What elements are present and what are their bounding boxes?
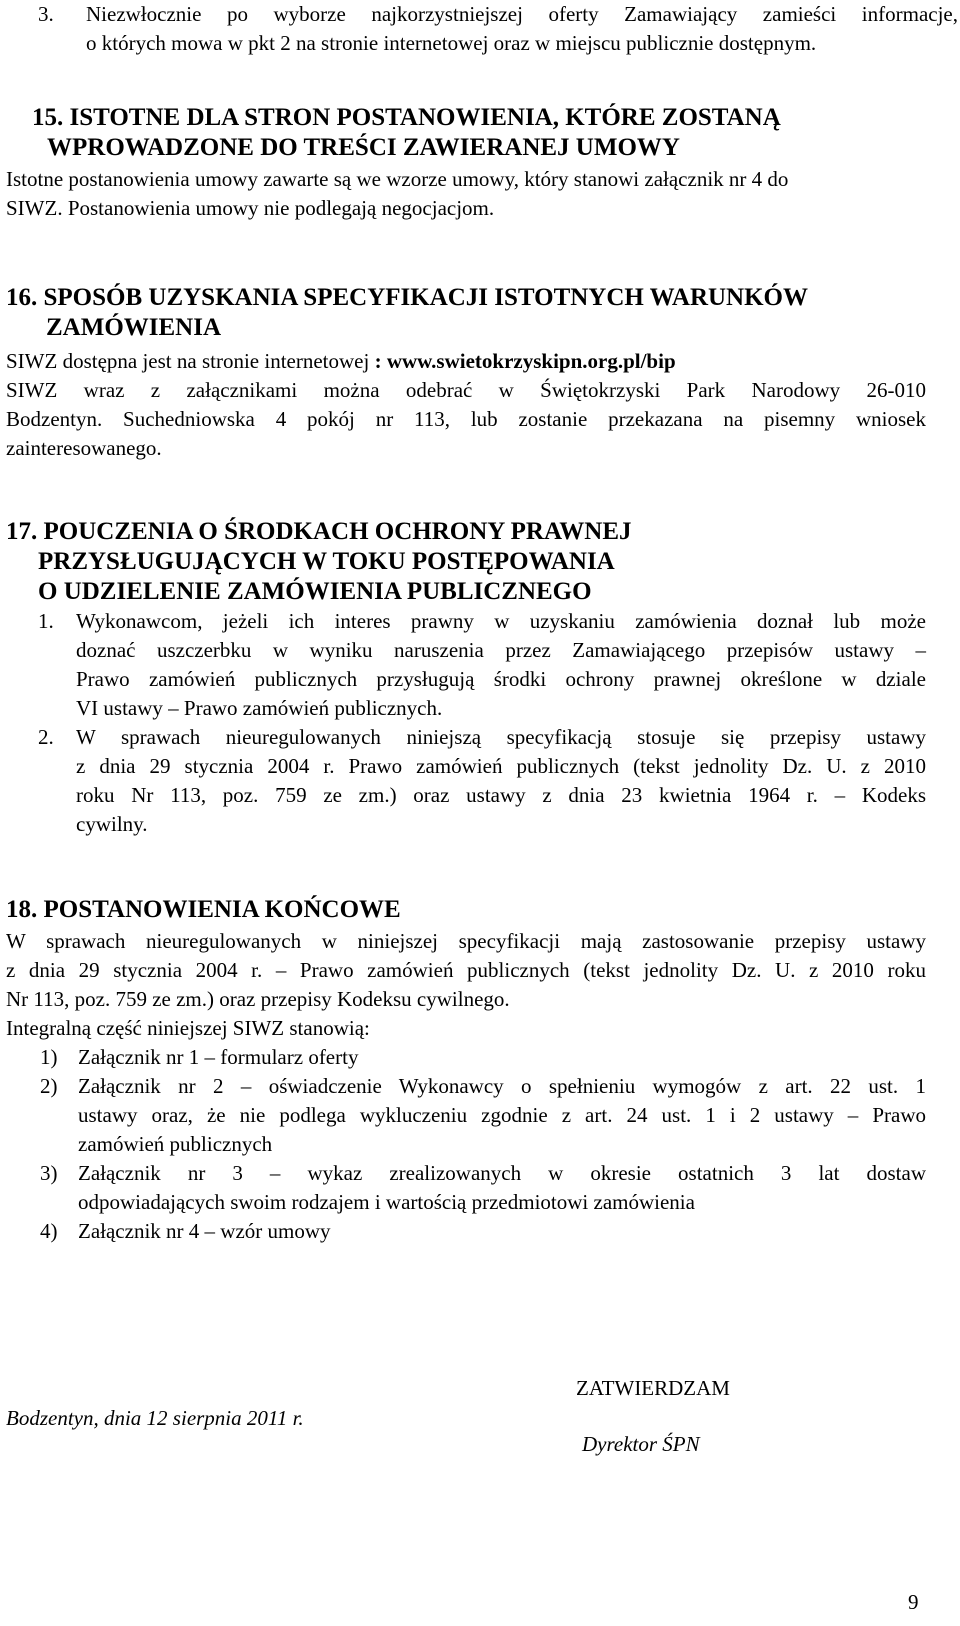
item-number: 1. bbox=[38, 609, 54, 633]
section-15 bbox=[6, 103, 926, 223]
attachment-item-4 bbox=[6, 1217, 926, 1246]
section-17-heading bbox=[6, 517, 926, 607]
heading-line: 15. ISTOTNE DLA STRON POSTANOWIENIA, KTÓRE ZOSTANĄ bbox=[32, 104, 781, 131]
section-17 bbox=[6, 517, 926, 839]
paragraph-line: Prawo zamówień publicznych przysługują środki ochrony prawnej określone w dziale bbox=[76, 667, 926, 691]
paragraph-line: Niezwłocznie po wyborze najkorzystniejszej oferty Zamawiający zamieści informacje, bbox=[86, 2, 958, 26]
paragraph-line: SIWZ. Postanowienia umowy nie podlegają negocjacjom. bbox=[6, 196, 495, 220]
paragraph-line: cywilny. bbox=[76, 812, 148, 836]
paragraph-line bbox=[6, 347, 926, 376]
heading-line: PRZYSŁUGUJĄCYCH W TOKU POSTĘPOWANIA bbox=[38, 548, 615, 575]
paragraph-line: Załącznik nr 2 – oświadczenie Wykonawcy o spełnieniu wymogów z art. 22 ust. 1 bbox=[78, 1074, 926, 1098]
paragraph-line: odpowiadających swoim rodzajem i wartością przedmiotowi zamówienia bbox=[78, 1190, 695, 1214]
previous-section-item-3 bbox=[6, 0, 958, 58]
paragraph-line: Integralną część niniejszej SIWZ stanowią: bbox=[6, 1016, 370, 1040]
heading-line: ZAMÓWIENIA bbox=[46, 314, 222, 341]
item-number: 1) bbox=[40, 1045, 58, 1069]
attachment-item-3 bbox=[6, 1159, 926, 1217]
heading-line: WPROWADZONE DO TREŚCI ZAWIERANEJ UMOWY bbox=[47, 134, 680, 161]
siwz-availability-text: SIWZ dostępna jest na stronie internetowej bbox=[6, 349, 375, 373]
paragraph-line: Wykonawcom, jeżeli ich interes prawny w uzyskaniu zamówienia doznał lub może bbox=[76, 609, 926, 633]
section-17-item-1 bbox=[6, 607, 926, 723]
paragraph-line: SIWZ wraz z załącznikami można odebrać w Świętokrzyski Park Narodowy 26-010 bbox=[6, 378, 926, 402]
item-number: 2. bbox=[38, 725, 54, 749]
attachment-item-1 bbox=[6, 1043, 926, 1072]
paragraph-line: Istotne postanowienia umowy zawarte są we wzorze umowy, który stanowi załącznik nr 4 do bbox=[6, 167, 789, 191]
place-and-date: Bodzentyn, dnia 12 sierpnia 2011 r. bbox=[6, 1406, 304, 1430]
section-15-heading bbox=[6, 103, 926, 163]
heading-line: 17. POUCZENIA O ŚRODKACH OCHRONY PRAWNEJ bbox=[6, 518, 632, 545]
item-number: 4) bbox=[40, 1219, 58, 1243]
item-number: 3) bbox=[40, 1161, 58, 1185]
paragraph-line: roku Nr 113, poz. 759 ze zm.) oraz ustawy z dnia 23 kwietnia 1964 r. – Kodeks bbox=[76, 783, 926, 807]
paragraph-line: z dnia 29 stycznia 2004 r. – Prawo zamówień publicznych (tekst jednolity Dz. U. z 2010 roku bbox=[6, 958, 926, 982]
section-17-item-2 bbox=[6, 723, 926, 839]
paragraph-line: Załącznik nr 3 – wykaz zrealizowanych w okresie ostatnich 3 lat dostaw bbox=[78, 1161, 926, 1185]
item-number: 3. bbox=[38, 2, 54, 26]
signatory-role: Dyrektor ŚPN bbox=[582, 1432, 700, 1456]
paragraph-line: W sprawach nieuregulowanych niniejszą specyfikacją stosuje się przepisy ustawy bbox=[76, 725, 926, 749]
paragraph-line: Bodzentyn. Suchedniowska 4 pokój nr 113, lub zostanie przekazana na pisemny wniosek bbox=[6, 407, 926, 431]
heading-line: 18. POSTANOWIENIA KOŃCOWE bbox=[6, 896, 401, 923]
paragraph-line: Załącznik nr 1 – formularz oferty bbox=[78, 1045, 359, 1069]
paragraph-line: doznać uszczerbku w wyniku naruszenia przez Zamawiającego przepisów ustawy – bbox=[76, 638, 926, 662]
page-number: 9 bbox=[908, 1590, 919, 1614]
section-18-heading bbox=[6, 895, 926, 925]
siwz-url-link[interactable]: : www.swietokrzyskipn.org.pl/bip bbox=[374, 349, 676, 373]
paragraph-line: o których mowa w pkt 2 na stronie internetowej oraz w miejscu publicznie dostępnym. bbox=[86, 31, 817, 55]
paragraph-line: z dnia 29 stycznia 2004 r. Prawo zamówień publicznych (tekst jednolity Dz. U. z 2010 bbox=[76, 754, 926, 778]
paragraph-line: Załącznik nr 4 – wzór umowy bbox=[78, 1219, 331, 1243]
paragraph-line: zainteresowanego. bbox=[6, 436, 162, 460]
paragraph-line: ustawy oraz, że nie podlega wykluczeniu zgodnie z art. 24 ust. 1 i 2 ustawy – Prawo bbox=[78, 1103, 926, 1127]
heading-line: 16. SPOSÓB UZYSKANIA SPECYFIKACJI ISTOTNYCH WARUNKÓW bbox=[6, 284, 809, 311]
section-18 bbox=[6, 895, 926, 1246]
heading-line: O UDZIELENIE ZAMÓWIENIA PUBLICZNEGO bbox=[38, 578, 592, 605]
paragraph-line: zamówień publicznych bbox=[78, 1132, 273, 1156]
approval-label: ZATWIERDZAM bbox=[576, 1376, 730, 1400]
section-16-heading bbox=[6, 283, 926, 343]
section-16 bbox=[6, 283, 926, 463]
attachment-item-2 bbox=[6, 1072, 926, 1159]
paragraph-line: W sprawach nieuregulowanych w niniejszej specyfikacji mają zastosowanie przepisy ustawy bbox=[6, 929, 926, 953]
paragraph-line: VI ustawy – Prawo zamówień publicznych. bbox=[76, 696, 443, 720]
paragraph-line: Nr 113, poz. 759 ze zm.) oraz przepisy Kodeksu cywilnego. bbox=[6, 987, 510, 1011]
item-number: 2) bbox=[40, 1074, 58, 1098]
